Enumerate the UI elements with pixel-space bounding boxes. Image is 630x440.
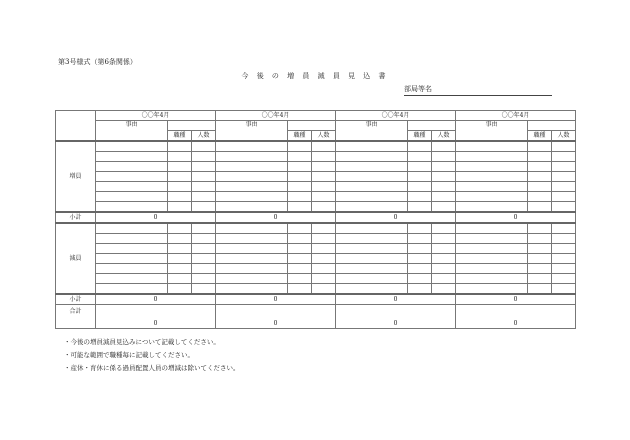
decrease-job-type-cell[interactable]: [288, 244, 312, 254]
decrease-headcount-cell[interactable]: [552, 264, 576, 274]
increase-job-type-cell[interactable]: [528, 152, 552, 162]
decrease-reason-cell[interactable]: [96, 264, 168, 274]
increase-reason-cell[interactable]: [96, 141, 168, 152]
decrease-job-type-cell[interactable]: [168, 244, 192, 254]
job-type-header: 職種: [168, 131, 192, 142]
increase-headcount-cell[interactable]: [312, 162, 336, 172]
increase-reason-cell[interactable]: [216, 172, 288, 182]
decrease-job-type-cell[interactable]: [168, 274, 192, 284]
increase-headcount-cell[interactable]: [192, 202, 216, 213]
total-label: 合計: [56, 305, 96, 329]
decrease-reason-cell[interactable]: [216, 274, 288, 284]
headcount-header: 人数: [312, 131, 336, 142]
decrease-job-type-cell[interactable]: [168, 264, 192, 274]
increase-headcount-cell[interactable]: [432, 182, 456, 192]
increase-job-type-cell[interactable]: [168, 202, 192, 213]
decrease-headcount-cell[interactable]: [432, 223, 456, 234]
job-type-header: 職種: [288, 131, 312, 142]
decrease-reason-cell[interactable]: [336, 234, 408, 244]
decrease-reason-cell[interactable]: [456, 264, 528, 274]
increase-reason-cell[interactable]: [216, 182, 288, 192]
headcount-header: 人数: [552, 131, 576, 142]
decrease-job-type-cell[interactable]: [528, 223, 552, 234]
headcount-header: 人数: [192, 131, 216, 142]
decrease-headcount-cell[interactable]: [432, 234, 456, 244]
increase-job-type-cell[interactable]: [288, 202, 312, 213]
decrease-job-type-cell[interactable]: [408, 223, 432, 234]
increase-headcount-cell[interactable]: [432, 152, 456, 162]
decrease-headcount-cell[interactable]: [552, 284, 576, 295]
increase-headcount-cell[interactable]: [552, 152, 576, 162]
increase-reason-cell[interactable]: [216, 162, 288, 172]
decrease-job-type-cell[interactable]: [168, 223, 192, 234]
decrease-headcount-cell[interactable]: [432, 284, 456, 295]
increase-reason-cell[interactable]: [456, 162, 528, 172]
increase-reason-cell[interactable]: [456, 192, 528, 202]
reason-header: 事由: [96, 121, 168, 142]
decrease-reason-cell[interactable]: [456, 234, 528, 244]
increase-headcount-cell[interactable]: [552, 192, 576, 202]
increase-job-type-cell[interactable]: [168, 162, 192, 172]
increase-job-type-cell[interactable]: [528, 192, 552, 202]
increase-job-type-cell[interactable]: [288, 172, 312, 182]
reason-header: 事由: [456, 121, 528, 142]
decrease-reason-cell[interactable]: [96, 274, 168, 284]
increase-headcount-cell[interactable]: [432, 141, 456, 152]
total-value: 0: [456, 305, 576, 329]
decrease-reason-cell[interactable]: [96, 284, 168, 295]
increase-headcount-cell[interactable]: [552, 162, 576, 172]
increase-reason-cell[interactable]: [336, 182, 408, 192]
increase-job-type-cell[interactable]: [288, 192, 312, 202]
increase-reason-cell[interactable]: [336, 141, 408, 152]
decrease-job-type-cell[interactable]: [408, 254, 432, 264]
decrease-reason-cell[interactable]: [216, 264, 288, 274]
increase-reason-cell[interactable]: [96, 192, 168, 202]
decrease-headcount-cell[interactable]: [192, 284, 216, 295]
decrease-label: 減員: [56, 223, 96, 294]
note-item: ・可能な範囲で職種毎に記載してください。: [64, 351, 194, 359]
increase-reason-cell[interactable]: [216, 202, 288, 213]
decrease-reason-cell[interactable]: [216, 244, 288, 254]
increase-job-type-cell[interactable]: [288, 141, 312, 152]
increase-reason-cell[interactable]: [456, 141, 528, 152]
increase-reason-cell[interactable]: [96, 202, 168, 213]
increase-reason-cell[interactable]: [336, 162, 408, 172]
increase-reason-cell[interactable]: [96, 182, 168, 192]
note-item: ・産休・育休に係る過員配置人員の増減は除いてください。: [64, 364, 240, 372]
increase-job-type-cell[interactable]: [408, 202, 432, 213]
decrease-job-type-cell[interactable]: [408, 244, 432, 254]
increase-job-type-cell[interactable]: [168, 141, 192, 152]
increase-headcount-cell[interactable]: [192, 152, 216, 162]
decrease-headcount-cell[interactable]: [312, 264, 336, 274]
department-name-field[interactable]: 部局等名: [404, 84, 552, 96]
decrease-reason-cell[interactable]: [216, 284, 288, 295]
increase-headcount-cell[interactable]: [552, 141, 576, 152]
increase-headcount-cell[interactable]: [192, 192, 216, 202]
decrease-reason-cell[interactable]: [336, 244, 408, 254]
decrease-headcount-cell[interactable]: [192, 223, 216, 234]
increase-headcount-cell[interactable]: [552, 202, 576, 213]
increase-reason-cell[interactable]: [96, 162, 168, 172]
period-header: 〇〇年4月: [96, 111, 216, 121]
decrease-job-type-cell[interactable]: [408, 284, 432, 295]
decrease-job-type-cell[interactable]: [288, 284, 312, 295]
increase-headcount-cell[interactable]: [552, 182, 576, 192]
decrease-job-type-cell[interactable]: [288, 234, 312, 244]
increase-reason-cell[interactable]: [456, 172, 528, 182]
increase-reason-cell[interactable]: [216, 141, 288, 152]
reason-header: 事由: [216, 121, 288, 142]
decrease-reason-cell[interactable]: [96, 223, 168, 234]
decrease-reason-cell[interactable]: [456, 274, 528, 284]
decrease-job-type-cell[interactable]: [528, 244, 552, 254]
increase-reason-cell[interactable]: [456, 182, 528, 192]
decrease-headcount-cell[interactable]: [192, 244, 216, 254]
headcount-header: 人数: [432, 131, 456, 142]
decrease-headcount-cell[interactable]: [552, 254, 576, 264]
decrease-headcount-cell[interactable]: [312, 284, 336, 295]
decrease-reason-cell[interactable]: [216, 254, 288, 264]
decrease-headcount-cell[interactable]: [192, 264, 216, 274]
decrease-subtotal: 0: [216, 294, 336, 305]
decrease-job-type-cell[interactable]: [168, 284, 192, 295]
increase-reason-cell[interactable]: [216, 152, 288, 162]
decrease-reason-cell[interactable]: [456, 254, 528, 264]
increase-job-type-cell[interactable]: [528, 141, 552, 152]
increase-subtotal: 0: [96, 212, 216, 223]
decrease-headcount-cell[interactable]: [432, 244, 456, 254]
decrease-job-type-cell[interactable]: [168, 234, 192, 244]
increase-reason-cell[interactable]: [456, 202, 528, 213]
decrease-reason-cell[interactable]: [96, 234, 168, 244]
decrease-job-type-cell[interactable]: [528, 274, 552, 284]
increase-job-type-cell[interactable]: [528, 202, 552, 213]
increase-headcount-cell[interactable]: [312, 192, 336, 202]
decrease-job-type-cell[interactable]: [288, 254, 312, 264]
decrease-job-type-cell[interactable]: [288, 274, 312, 284]
increase-job-type-cell[interactable]: [288, 152, 312, 162]
period-header: 〇〇年4月: [216, 111, 336, 121]
decrease-headcount-cell[interactable]: [192, 234, 216, 244]
increase-job-type-cell[interactable]: [408, 141, 432, 152]
decrease-headcount-cell[interactable]: [312, 223, 336, 234]
increase-subtotal: 0: [456, 212, 576, 223]
increase-subtotal: 0: [216, 212, 336, 223]
increase-reason-cell[interactable]: [96, 152, 168, 162]
note-item: ・今後の増員減員見込みについて記載してください。: [64, 338, 220, 346]
increase-job-type-cell[interactable]: [408, 162, 432, 172]
decrease-reason-cell[interactable]: [456, 223, 528, 234]
decrease-headcount-cell[interactable]: [312, 254, 336, 264]
increase-headcount-cell[interactable]: [192, 141, 216, 152]
increase-reason-cell[interactable]: [216, 192, 288, 202]
increase-headcount-cell[interactable]: [312, 202, 336, 213]
increase-headcount-cell[interactable]: [312, 141, 336, 152]
increase-headcount-cell[interactable]: [312, 172, 336, 182]
decrease-headcount-cell[interactable]: [552, 234, 576, 244]
period-header: 〇〇年4月: [456, 111, 576, 121]
increase-job-type-cell[interactable]: [288, 162, 312, 172]
header-corner: [56, 111, 96, 142]
decrease-headcount-cell[interactable]: [312, 234, 336, 244]
increase-job-type-cell[interactable]: [168, 172, 192, 182]
decrease-headcount-cell[interactable]: [432, 264, 456, 274]
subtotal-label: 小計: [56, 212, 96, 223]
decrease-headcount-cell[interactable]: [312, 244, 336, 254]
increase-headcount-cell[interactable]: [192, 182, 216, 192]
decrease-headcount-cell[interactable]: [192, 254, 216, 264]
decrease-reason-cell[interactable]: [456, 244, 528, 254]
decrease-subtotal: 0: [96, 294, 216, 305]
increase-job-type-cell[interactable]: [288, 182, 312, 192]
job-type-header: 職種: [528, 131, 552, 142]
decrease-headcount-cell[interactable]: [552, 223, 576, 234]
decrease-headcount-cell[interactable]: [312, 274, 336, 284]
decrease-job-type-cell[interactable]: [288, 223, 312, 234]
increase-job-type-cell[interactable]: [168, 182, 192, 192]
total-value: 0: [336, 305, 456, 329]
form-number: 第3号様式（第6条関係）: [58, 58, 137, 66]
increase-headcount-cell[interactable]: [552, 172, 576, 182]
increase-headcount-cell[interactable]: [192, 172, 216, 182]
decrease-headcount-cell[interactable]: [432, 254, 456, 264]
decrease-reason-cell[interactable]: [336, 274, 408, 284]
increase-reason-cell[interactable]: [336, 192, 408, 202]
decrease-job-type-cell[interactable]: [528, 254, 552, 264]
increase-reason-cell[interactable]: [336, 202, 408, 213]
increase-headcount-cell[interactable]: [432, 172, 456, 182]
decrease-reason-cell[interactable]: [96, 254, 168, 264]
decrease-job-type-cell[interactable]: [288, 264, 312, 274]
increase-job-type-cell[interactable]: [408, 152, 432, 162]
increase-headcount-cell[interactable]: [312, 182, 336, 192]
decrease-headcount-cell[interactable]: [432, 274, 456, 284]
increase-headcount-cell[interactable]: [312, 152, 336, 162]
period-header: 〇〇年4月: [336, 111, 456, 121]
document-title: 今 後 の 増 員 減 員 見 込 書: [241, 72, 389, 80]
increase-reason-cell[interactable]: [456, 152, 528, 162]
decrease-subtotal: 0: [456, 294, 576, 305]
increase-job-type-cell[interactable]: [408, 192, 432, 202]
increase-job-type-cell[interactable]: [528, 182, 552, 192]
increase-reason-cell[interactable]: [336, 152, 408, 162]
increase-job-type-cell[interactable]: [168, 152, 192, 162]
decrease-job-type-cell[interactable]: [168, 254, 192, 264]
increase-headcount-cell[interactable]: [432, 192, 456, 202]
reason-header: 事由: [336, 121, 408, 142]
decrease-subtotal: 0: [336, 294, 456, 305]
decrease-headcount-cell[interactable]: [192, 274, 216, 284]
decrease-reason-cell[interactable]: [336, 284, 408, 295]
decrease-headcount-cell[interactable]: [552, 274, 576, 284]
increase-reason-cell[interactable]: [96, 172, 168, 182]
decrease-reason-cell[interactable]: [216, 223, 288, 234]
total-value: 0: [96, 305, 216, 329]
increase-label: 増員: [56, 141, 96, 212]
increase-job-type-cell[interactable]: [528, 172, 552, 182]
decrease-reason-cell[interactable]: [336, 254, 408, 264]
increase-job-type-cell[interactable]: [168, 192, 192, 202]
decrease-reason-cell[interactable]: [216, 234, 288, 244]
notes: [64, 336, 240, 375]
decrease-job-type-cell[interactable]: [528, 284, 552, 295]
increase-job-type-cell[interactable]: [408, 182, 432, 192]
increase-job-type-cell[interactable]: [528, 162, 552, 172]
subtotal-label: 小計: [56, 294, 96, 305]
decrease-job-type-cell[interactable]: [408, 234, 432, 244]
increase-headcount-cell[interactable]: [432, 202, 456, 213]
increase-headcount-cell[interactable]: [192, 162, 216, 172]
decrease-job-type-cell[interactable]: [408, 264, 432, 274]
increase-reason-cell[interactable]: [336, 172, 408, 182]
decrease-reason-cell[interactable]: [456, 284, 528, 295]
job-type-header: 職種: [408, 131, 432, 142]
decrease-reason-cell[interactable]: [336, 264, 408, 274]
decrease-job-type-cell[interactable]: [528, 234, 552, 244]
increase-subtotal: 0: [336, 212, 456, 223]
staffing-table: [55, 110, 576, 329]
total-value: 0: [216, 305, 336, 329]
increase-job-type-cell[interactable]: [408, 172, 432, 182]
decrease-reason-cell[interactable]: [96, 244, 168, 254]
increase-headcount-cell[interactable]: [432, 162, 456, 172]
decrease-job-type-cell[interactable]: [528, 264, 552, 274]
decrease-reason-cell[interactable]: [336, 223, 408, 234]
decrease-job-type-cell[interactable]: [408, 274, 432, 284]
decrease-headcount-cell[interactable]: [552, 244, 576, 254]
